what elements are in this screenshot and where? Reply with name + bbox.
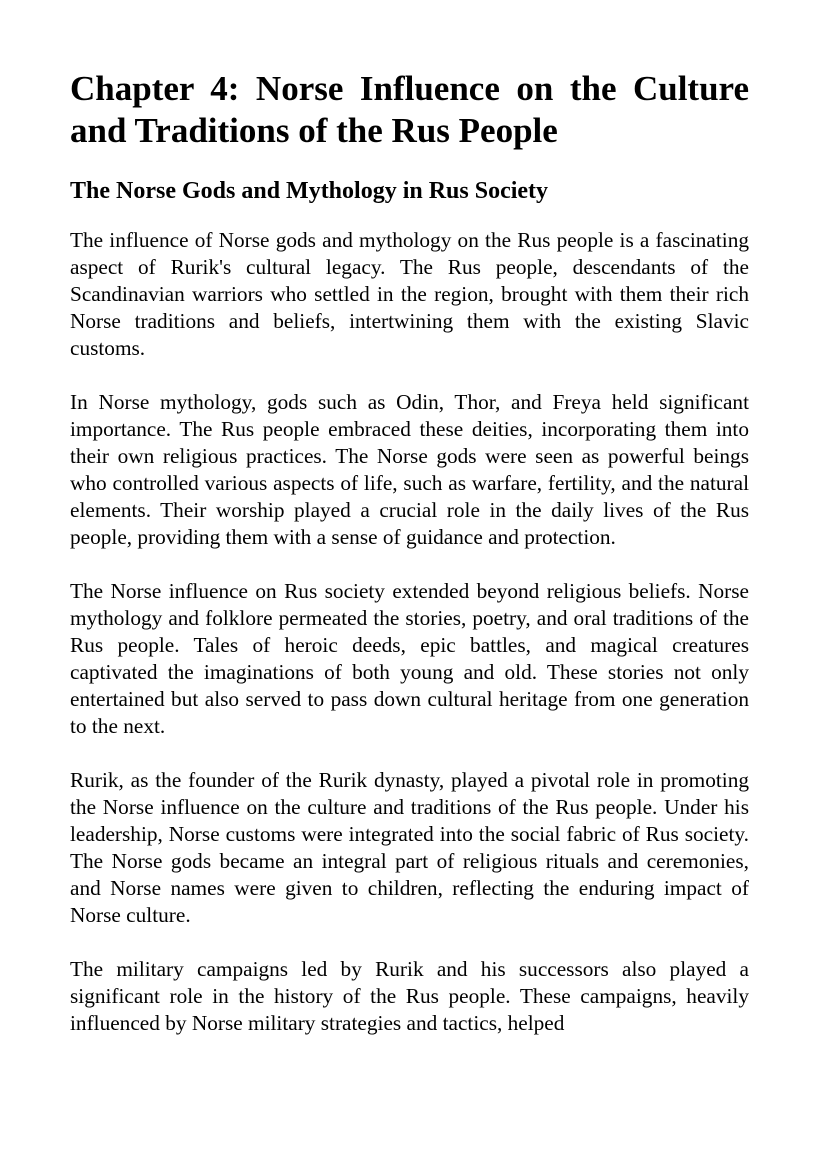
chapter-title: Chapter 4: Norse Influence on the Culture and Traditions of the Rus People — [70, 69, 749, 150]
paragraph: The military campaigns led by Rurik and his successors also played a significant role in the history of the Rus people. These campaigns, heavily influenced by Norse military strategies and tactics, helped — [70, 957, 749, 1035]
paragraph: The Norse influence on Rus society extended beyond religious beliefs. Norse mythology and folklore permeated the stories, poetry, and oral traditions of the Rus people. Tales of heroic deeds, epic battles, and magical creatures captivated the imaginations of both young and old. These stories not only entertained but also served to pass down cultural heritage from one generation to the next. — [70, 579, 749, 738]
paragraph: The influence of Norse gods and mythology on the Rus people is a fascinating aspect of Rurik's cultural legacy. The Rus people, descendants of the Scandinavian warriors who settled in the region, brought with them their rich Norse traditions and beliefs, intertwining them with the existing Slavic customs. — [70, 228, 749, 360]
body-text — [70, 227, 749, 1037]
section-title: The Norse Gods and Mythology in Rus Society — [70, 178, 549, 204]
document-page — [70, 68, 749, 1064]
paragraph: Rurik, as the founder of the Rurik dynasty, played a pivotal role in promoting the Norse influence on the culture and traditions of the Rus people. Under his leadership, Norse customs were integrated into the social fabric of Rus society. The Norse gods became an integral part of religious rituals and ceremonies, and Norse names were given to children, reflecting the enduring impact of Norse culture. — [70, 768, 749, 927]
paragraph: In Norse mythology, gods such as Odin, Thor, and Freya held significant importance. The Rus people embraced these deities, incorporating them into their own religious practices. The Norse gods were seen as powerful beings who controlled various aspects of life, such as warfare, fertility, and the natural elements. Their worship played a crucial role in the daily lives of the Rus people, providing them with a sense of guidance and protection. — [70, 390, 749, 549]
